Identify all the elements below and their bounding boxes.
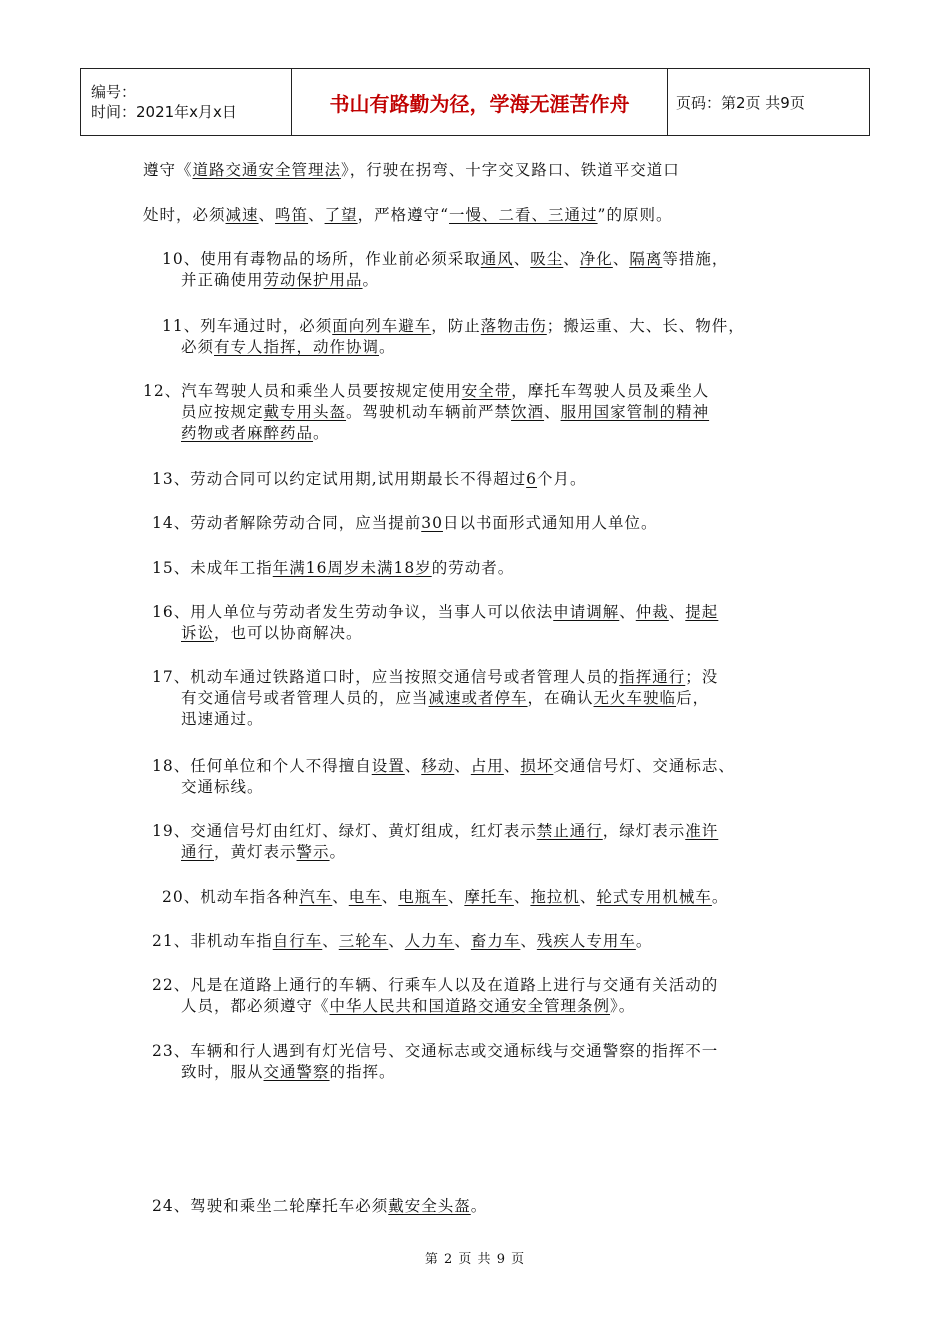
underlined-answer: 轮式专用机械车 [596,888,712,906]
underlined-answer: 6 [526,470,538,488]
underlined-answer: 年满16周岁未满18岁 [272,559,432,577]
text-segment: 员应按规定 [181,403,264,421]
paragraph-item-10 [162,249,728,291]
underlined-answer: 损坏 [520,757,554,775]
underlined-answer: 道路交通安全管理法 [192,161,342,179]
text-segment: ，摩托车驾驶人员及乘坐人 [511,382,710,400]
text-segment: ，黄灯表示 [214,843,297,861]
text-segment: 人员，都必须遵守《 [181,997,330,1015]
text-segment: ，绿灯表示 [602,822,686,840]
text-segment: 日以书面形式通知用人单位。 [442,514,658,532]
underlined-answer: 服用国家管制的精神 [560,403,710,421]
underlined-answer: 面向列车避车 [332,317,432,335]
paragraph-item-22 [152,975,718,1017]
text-segment: 致时，服从 [181,1063,264,1081]
text-segment: 遵守《 [143,161,193,179]
paragraph-intro-1 [143,160,680,181]
underlined-answer: 净化 [579,250,613,268]
text-line [162,270,728,291]
text-segment: 并正确使用 [181,271,264,289]
text-line [152,558,514,579]
underlined-answer: 饮酒 [511,403,545,421]
underlined-answer: 减速或者停车 [428,689,528,707]
text-segment: 、 [619,603,636,621]
header-page-label: 页码：第2页 共9页 [668,69,870,136]
underlined-answer: 准许 [685,822,719,840]
paragraph-item-18 [152,756,735,798]
text-line [152,602,718,623]
document-number-label: 编号： [91,83,137,101]
text-line [143,402,709,423]
text-segment: 。驾驶机动车辆前严禁 [346,403,512,421]
underlined-answer: 30 [421,514,443,532]
text-segment: 。 [470,1197,488,1215]
text-segment: 、 [513,250,531,268]
underlined-answer: 摩托车 [464,888,514,906]
underlined-answer: 人力车 [404,932,455,950]
paragraph-item-12 [143,381,709,444]
text-segment: 10、使用有毒物品的场所，作业前必须采取 [162,250,481,268]
underlined-answer: 畜力车 [470,932,521,950]
underlined-answer: 安全带 [461,382,512,400]
text-segment: 、 [454,932,471,950]
underlined-answer: 电车 [348,888,382,906]
text-segment: 14、劳动者解除劳动合同，应当提前 [152,514,422,532]
paragraph-item-15 [152,558,514,579]
text-line [143,205,672,226]
paragraph-item-24 [152,1196,487,1217]
underlined-answer: 减速 [225,206,259,224]
underlined-answer: 汽车 [299,888,333,906]
underlined-answer: 电瓶车 [398,888,448,906]
underlined-answer: 自行车 [272,932,323,950]
text-segment: ，在确认 [527,689,594,707]
text-segment: 》。 [610,997,636,1015]
text-segment: 24、驾驶和乘坐二轮摩托车必须 [152,1197,389,1215]
text-segment: 21、非机动车指 [152,932,273,950]
underlined-answer: 诉讼 [181,624,215,642]
text-segment: 。 [313,424,330,442]
text-line [152,1041,718,1062]
text-line [143,381,709,402]
underlined-answer: 仲裁 [635,603,669,621]
text-segment: 23、车辆和行人遇到有灯光信号、交通标志或交通标线与交通警察的指挥不一 [152,1042,719,1060]
text-segment: 》，行驶在拐弯、十字交叉路口、铁道平交道口 [341,161,680,179]
text-line [152,931,652,952]
text-segment: 。 [635,932,653,950]
underlined-answer: 戴安全头盔 [388,1197,471,1215]
text-segment: 、 [258,206,276,224]
text-segment: 17、机动车通过铁路道口时，应当按照交通信号或者管理人员的 [152,668,620,686]
underlined-answer: 落物击伤 [480,317,547,335]
text-segment: 、 [563,250,580,268]
underlined-answer: 申请调解 [553,603,620,621]
underlined-answer: 无火车驶临 [593,689,677,707]
underlined-answer: 劳动保护用品 [263,271,363,289]
text-segment: 、 [308,206,325,224]
underlined-answer: 一慢、二看、三通过 [449,206,598,224]
underlined-answer: 通行 [181,843,215,861]
underlined-answer: 残疾人专用车 [536,932,636,950]
paragraph-item-17 [152,667,718,730]
underlined-answer: 交通警察 [263,1063,330,1081]
text-line [152,1062,718,1083]
underlined-answer: 设置 [371,757,405,775]
text-line [152,842,718,863]
text-segment: 交通标线。 [181,778,264,796]
text-segment: 、 [332,888,349,906]
underlined-answer: 戴专用头盔 [263,403,347,421]
text-segment: ，防止 [431,317,481,335]
paragraph-item-11 [162,316,745,358]
text-segment: 、 [404,757,422,775]
text-segment: 处时，必须 [143,206,226,224]
text-segment: 等措施， [662,250,729,268]
text-line [152,513,657,534]
text-line [152,975,718,996]
text-line [152,709,718,730]
underlined-answer: 提起 [685,603,719,621]
text-segment: 19、交通信号灯由红灯、绿灯、黄灯组成，红灯表示 [152,822,537,840]
text-segment: 迅速通过。 [181,710,264,728]
text-segment: 。 [329,843,347,861]
text-segment: 22、凡是在道路上通行的车辆、行乘车人以及在道路上进行与交通有关活动的 [152,976,719,994]
text-segment: 、 [579,888,597,906]
text-segment: ”的原则。 [597,206,673,224]
text-segment: 。 [379,338,396,356]
text-line [162,337,745,358]
text-segment: 、 [322,932,339,950]
document-date-label: 时间：2021年x月x日 [91,103,237,121]
paragraph-item-13 [152,469,587,490]
text-segment: 。 [362,271,380,289]
underlined-answer: 指挥通行 [619,668,686,686]
text-line [152,756,735,777]
header-motto: 书山有路勤为径，学海无涯苦作舟 [292,69,668,136]
paragraph-intro-2 [143,205,672,226]
text-segment: 。 [711,888,729,906]
text-line [152,1196,487,1217]
text-segment: 12、汽车驾驶人员和乘坐人员要按规定使用 [143,382,462,400]
text-segment: 有交通信号或者管理人员的，应当 [181,689,429,707]
text-line [152,667,718,688]
text-segment: 、 [612,250,630,268]
paragraph-item-19 [152,821,718,863]
underlined-answer: 隔离 [629,250,663,268]
text-line [152,623,718,644]
paragraph-item-16 [152,602,718,644]
text-segment: 、 [544,403,561,421]
text-segment: 、 [520,932,537,950]
text-line [152,777,735,798]
text-segment: ；没 [685,668,719,686]
text-segment: 、 [454,757,471,775]
text-line [152,821,718,842]
underlined-answer: 鸣笛 [275,206,309,224]
text-line [162,316,745,337]
text-line [162,249,728,270]
text-segment: 的指挥。 [329,1063,396,1081]
header-meta-cell [81,69,292,136]
underlined-answer: 禁止通行 [536,822,603,840]
text-segment: 20、机动车指各种 [162,888,300,906]
paragraph-item-14 [152,513,657,534]
text-segment: 个月。 [537,470,587,488]
text-segment: 必须 [181,338,215,356]
text-line [152,996,718,1017]
text-line [152,688,718,709]
text-segment: 的劳动者。 [431,559,515,577]
underlined-answer: 药物或者麻醉药品 [181,424,314,442]
underlined-answer: 吸尘 [530,250,564,268]
text-line [162,887,728,908]
text-segment: 13、劳动合同可以约定试用期,试用期最长不得超过 [152,470,527,488]
text-segment: ，也可以协商解决。 [214,624,363,642]
paragraph-item-21 [152,931,652,952]
text-segment: 、 [381,888,399,906]
text-segment: 、 [513,888,531,906]
text-segment: 交通信号灯、交通标志、 [553,757,735,775]
text-line [143,160,680,181]
page-header-table [80,68,870,136]
underlined-answer: 有专人指挥，动作协调 [214,338,380,356]
paragraph-item-20 [162,887,728,908]
text-segment: ，严格遵守“ [357,206,450,224]
underlined-answer: 拖拉机 [530,888,580,906]
text-segment: 11、列车通过时，必须 [162,317,333,335]
underlined-answer: 三轮车 [338,932,389,950]
underlined-answer: 移动 [421,757,455,775]
text-segment: 16、用人单位与劳动者发生劳动争议，当事人可以依法 [152,603,554,621]
text-segment: 15、未成年工指 [152,559,273,577]
underlined-answer: 了望 [324,206,358,224]
underlined-answer: 通风 [480,250,514,268]
text-segment: 、 [668,603,686,621]
text-segment: 、 [503,757,521,775]
text-segment: 、 [388,932,405,950]
text-segment: ；搬运重、大、长、物件， [546,317,745,335]
text-line [152,469,587,490]
underlined-answer: 中华人民共和国道路交通安全管理条例 [329,997,611,1015]
text-line [143,423,709,444]
underlined-answer: 警示 [296,843,330,861]
text-segment: 后， [676,689,710,707]
text-segment: 、 [447,888,465,906]
page-footer: 第 2 页 共 9 页 [424,1252,526,1267]
text-segment: 18、任何单位和个人不得擅自 [152,757,372,775]
paragraph-item-23 [152,1041,718,1083]
underlined-answer: 占用 [470,757,504,775]
